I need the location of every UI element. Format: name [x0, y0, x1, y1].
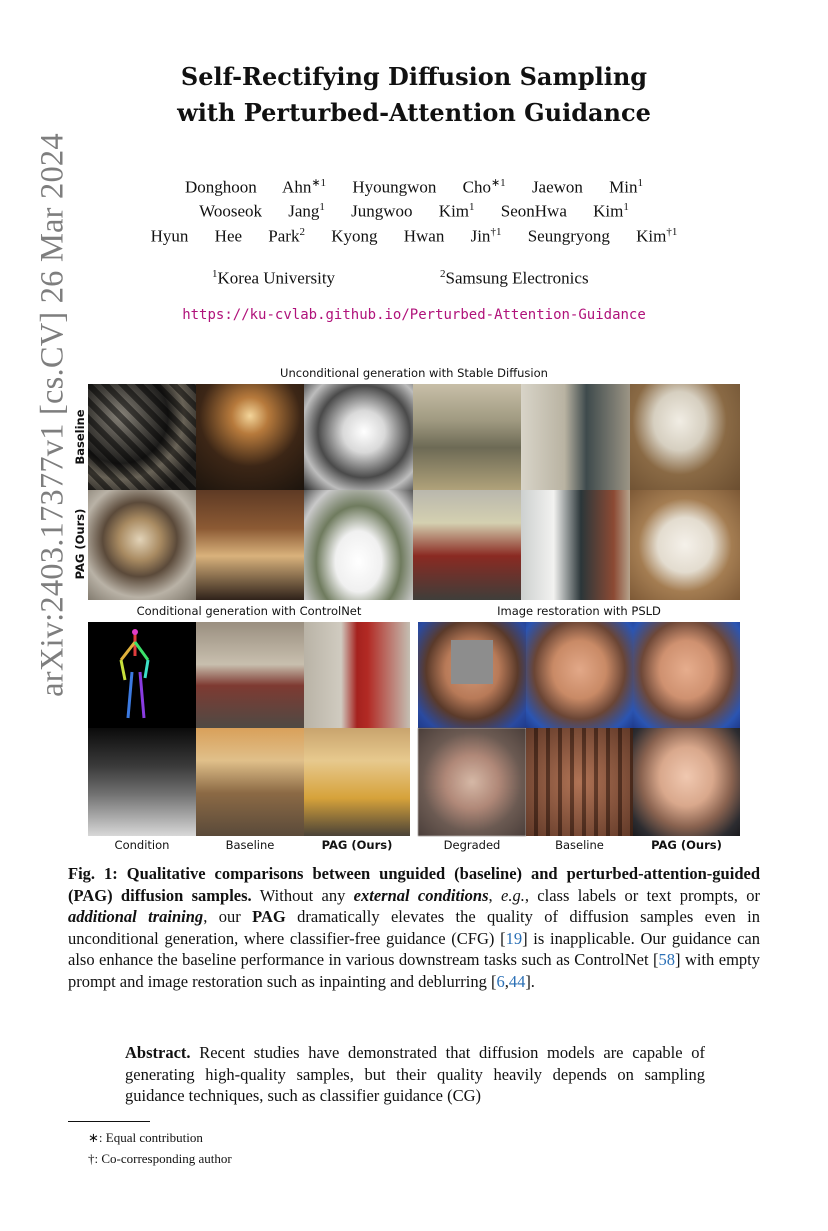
arxiv-sidebar	[28, 62, 78, 767]
author-sup: 1	[623, 201, 629, 213]
controlnet-pag-street-image	[304, 728, 410, 836]
label-baseline: Baseline	[225, 838, 275, 852]
baseline-cars-bicycle-image	[413, 384, 521, 490]
author-line-1	[110, 176, 718, 198]
label-baseline: Baseline	[555, 838, 604, 852]
author-sup: †1	[666, 226, 678, 238]
author-line-3	[110, 226, 718, 247]
controlnet-baseline-street-image	[196, 728, 304, 836]
condition-depth-image	[88, 728, 196, 836]
pose-skeleton-icon	[88, 622, 196, 728]
figure-title-psld: Image restoration with PSLD	[497, 604, 661, 618]
author-sup: 1	[637, 177, 644, 189]
pag-house-porch-image	[521, 490, 630, 600]
baseline-cathedral-crowd-image	[196, 384, 304, 490]
author-sup: 2	[299, 226, 305, 238]
figure-title-controlnet: Conditional generation with ControlNet	[136, 604, 362, 618]
author-name: SeonHwa Kim	[500, 201, 624, 221]
author-name: Wooseok Jang	[199, 201, 320, 221]
author-name: Kyong Hwan Jin	[331, 226, 491, 246]
baseline-white-clutch-image	[630, 384, 740, 490]
pag-cars-motorcycle-image	[413, 490, 521, 600]
author-name: Hyun Hee Park	[150, 226, 300, 246]
abstract	[125, 1042, 705, 1107]
abstract-label: Abstract.	[125, 1043, 191, 1062]
psld-baseline-face-image	[526, 622, 633, 728]
arxiv-id: arXiv:2403.17377v1 [cs.CV] 26 Mar 2024	[34, 132, 71, 697]
paper-title-line-2: with Perturbed-Attention Guidance	[177, 98, 651, 127]
footnote-rule	[68, 1121, 150, 1122]
citation-link[interactable]: 44	[508, 971, 526, 991]
psld-pag-deblur-face-image	[633, 728, 740, 836]
pag-white-handbag-image	[630, 490, 740, 600]
baseline-abstract-lion-image	[88, 384, 196, 490]
label-pag-ours: PAG (Ours)	[651, 838, 722, 852]
pag-bride-dress-image	[304, 490, 413, 600]
citation-link[interactable]: 58	[658, 950, 676, 969]
author-line-2	[110, 201, 718, 222]
psld-baseline-deblur-face-image	[526, 728, 633, 836]
author-name: Jaewon Min	[531, 177, 638, 197]
degraded-inpainting-face-image	[418, 622, 526, 728]
condition-pose-image	[88, 622, 196, 728]
figure-caption: Fig. 1: Qualitative comparisons between unguided (baseline) and perturbed-attention-guided (PAG) diffusion samples. Without any external conditions, e.g., class labels or text prompts, or additional training, our PAG dramatically elevates the quality of diffusion samples even in unconditional generation, where classifier-free guidance (CFG) [19] is inapplicable. Our guidance can also enhance the baseline performance in various downstream tasks such as ControlNet [58] with empty prompt and image restoration such as inpainting and deblurring [6,44].	[68, 864, 761, 991]
affiliation-1: $^1$Korea University	[212, 268, 336, 288]
author-name: Donghoon Ahn	[184, 177, 312, 197]
citation-link[interactable]: 6	[496, 971, 505, 991]
author-name: Seungryong Kim	[527, 226, 667, 246]
citation-link[interactable]: 19	[505, 928, 523, 948]
author-sup: †1	[490, 226, 502, 238]
baseline-floral-sculpture-image	[304, 384, 413, 490]
project-url[interactable]: https://ku-cvlab.github.io/Perturbed-Attention-Guidance	[182, 307, 646, 323]
degraded-blurry-face-image	[418, 728, 526, 836]
author-name: Jungwoo Kim	[351, 201, 470, 221]
pag-lion-drawing-image	[88, 490, 196, 600]
label-degraded: Degraded	[443, 838, 501, 852]
controlnet-pag-person-image	[304, 622, 410, 728]
mask-square	[451, 640, 493, 684]
author-sup: 1	[319, 201, 325, 213]
author-sup: ∗1	[311, 177, 327, 189]
footnote-corresponding: †: Co-corresponding author	[88, 1151, 232, 1166]
paper-title-line-1: Self-Rectifying Diffusion Sampling	[180, 62, 648, 91]
row-label-pag: PAG (Ours)	[73, 508, 87, 580]
baseline-house-porch-image	[521, 384, 630, 490]
row-label-baseline: Baseline	[73, 409, 87, 465]
figure-title-unconditional: Unconditional generation with Stable Diffusion	[280, 366, 548, 380]
pag-cathedral-interior-image	[196, 490, 304, 600]
label-pag-ours: PAG (Ours)	[321, 838, 393, 852]
controlnet-baseline-person-image	[196, 622, 304, 728]
abstract-text: Recent studies have demonstrated that diffusion models are capable of generating high-quality samples, but their quality heavily depends on sampling guidance techniques, such as classifier guidance (CG)	[125, 1043, 705, 1105]
psld-pag-face-image	[633, 622, 740, 728]
author-name: Hyoungwon Cho	[352, 177, 491, 197]
author-sup: 1	[469, 201, 475, 213]
affiliation-2: $^2$Samsung Electronics	[440, 268, 589, 288]
footnote-equal-contribution: ∗: Equal contribution	[88, 1130, 203, 1145]
author-sup: ∗1	[490, 177, 506, 189]
label-condition: Condition	[114, 838, 170, 852]
